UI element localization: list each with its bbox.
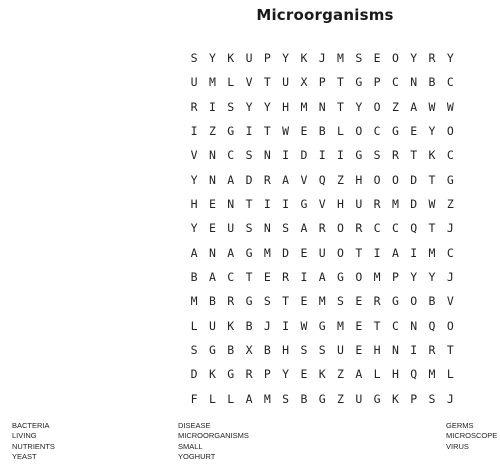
grid-letter: O — [391, 51, 399, 65]
grid-letter: D — [300, 148, 308, 163]
grid-letter: Y — [428, 123, 436, 138]
grid-letter: U — [337, 342, 344, 357]
grid-letter: V — [300, 172, 308, 187]
grid-letter: V — [190, 148, 198, 163]
grid-letter: B — [428, 75, 436, 90]
grid-letter: I — [337, 148, 344, 163]
grid-letter: Y — [263, 99, 271, 114]
grid-letter: P — [263, 51, 271, 65]
grid-letter: O — [355, 123, 363, 138]
grid-letter: P — [410, 391, 418, 406]
grid-letter: N — [208, 245, 216, 260]
grid-letter: G — [373, 391, 381, 406]
grid-letter: M — [428, 245, 436, 260]
grid-letter: U — [355, 196, 363, 211]
word-list-item: GERMS — [446, 421, 474, 430]
grid-letter: I — [208, 99, 216, 114]
grid-letter: G — [227, 123, 235, 138]
grid-letter: O — [337, 221, 344, 236]
grid-letter: M — [263, 391, 271, 406]
grid-letter: E — [263, 269, 271, 284]
grid-letter: H — [337, 196, 344, 211]
grid-letter: T — [410, 148, 418, 163]
grid-letter: J — [446, 269, 454, 284]
grid-letter: S — [355, 51, 363, 65]
grid-letter: R — [318, 221, 326, 236]
grid-letter: A — [355, 367, 363, 382]
grid-letter: T — [373, 318, 381, 333]
grid-letter: B — [190, 269, 198, 284]
grid-letter: J — [446, 221, 454, 236]
grid-letter: L — [373, 367, 381, 382]
grid-letter: T — [282, 294, 290, 309]
grid-letter: R — [373, 196, 381, 211]
grid-letter: M — [373, 269, 381, 284]
grid-letter: G — [337, 269, 344, 284]
grid-letter: G — [391, 294, 399, 309]
word-list-column-3 — [446, 421, 497, 452]
grid-letter: R — [428, 51, 436, 65]
grid-letter: T — [245, 269, 253, 284]
grid-letter: L — [337, 123, 344, 138]
grid-letter: G — [318, 318, 326, 333]
grid-letter: Y — [190, 221, 198, 236]
grid-letter: W — [428, 99, 436, 114]
word-list-item: MICROSCOPE — [446, 431, 498, 441]
grid-letter: U — [190, 75, 198, 90]
grid-letter: C — [446, 75, 454, 90]
grid-letter: G — [300, 196, 308, 211]
grid-letter: K — [391, 391, 399, 406]
grid-letter: A — [391, 245, 399, 260]
grid-letter: O — [337, 245, 344, 260]
grid-letter: Z — [337, 391, 344, 406]
grid-letter: N — [263, 221, 271, 236]
grid-letter: S — [318, 342, 326, 357]
grid-letter: Y — [190, 172, 198, 187]
grid-letter: K — [208, 367, 216, 382]
grid-letter: E — [410, 123, 418, 138]
grid-letter: U — [355, 391, 363, 406]
grid-letter: M — [208, 75, 216, 90]
grid-letter: C — [373, 123, 381, 138]
grid-letter: M — [300, 99, 308, 114]
grid-letter: E — [300, 367, 308, 382]
grid-letter: R — [355, 221, 363, 236]
grid-letter: Y — [428, 269, 436, 284]
grid-letter: B — [263, 342, 271, 357]
grid-letter: N — [208, 172, 216, 187]
grid-letter: R — [428, 342, 436, 357]
word-list-item: DISEASE — [178, 421, 211, 430]
grid-letter: N — [391, 342, 399, 357]
grid-letter: Y — [410, 51, 418, 65]
grid-letter: B — [208, 294, 216, 309]
grid-letter: E — [355, 342, 363, 357]
word-list-item: VIRUS — [446, 441, 469, 451]
grid-letter: M — [428, 367, 436, 382]
grid-letter: D — [410, 172, 418, 187]
grid-letter: Z — [208, 123, 216, 138]
grid-letter: H — [373, 342, 381, 357]
grid-letter: O — [373, 172, 381, 187]
grid-letter: O — [373, 99, 381, 114]
grid-letter: D — [410, 196, 418, 211]
grid-letter: V — [245, 75, 253, 90]
grid-letter: O — [355, 269, 363, 284]
grid-letter: U — [208, 318, 216, 333]
grid-letter: A — [208, 269, 216, 284]
grid-letter: H — [355, 172, 363, 187]
word-list-item: LIVING — [12, 431, 37, 441]
grid-letter: T — [245, 196, 253, 211]
grid-letter: N — [263, 148, 271, 163]
grid-letter: O — [446, 318, 454, 333]
grid-letter: T — [355, 245, 363, 260]
grid-letter: N — [208, 148, 216, 163]
grid-letter: R — [227, 294, 235, 309]
grid-letter: A — [282, 172, 290, 187]
grid-letter: G — [355, 75, 363, 90]
grid-letter: X — [300, 75, 308, 90]
grid-letter: S — [373, 148, 381, 163]
grid-letter: T — [263, 123, 271, 138]
grid-letter: S — [300, 342, 308, 357]
grid-letter: W — [282, 123, 290, 138]
grid-letter: T — [263, 75, 271, 90]
grid-letter: M — [337, 51, 344, 65]
word-list-item: YOGHURT — [178, 451, 216, 461]
puzzle-title: Microorganisms — [256, 6, 394, 24]
grid-letter: Y — [208, 51, 216, 65]
grid-letter: P — [263, 367, 271, 382]
word-list-item: BACTERIA — [12, 421, 50, 430]
grid-letter: C — [391, 318, 399, 333]
grid-letter: U — [282, 75, 290, 90]
grid-letter: M — [263, 245, 271, 260]
grid-letter: Y — [446, 51, 454, 65]
grid-letter: Z — [446, 196, 454, 211]
grid-letter: A — [318, 269, 326, 284]
word-list-item: SMALL — [178, 441, 203, 451]
grid-letter: E — [300, 123, 308, 138]
grid-letter: D — [245, 172, 253, 187]
grid-letter: Y — [282, 51, 290, 65]
grid-letter: H — [282, 342, 290, 357]
grid-letter: K — [300, 51, 308, 65]
grid-letter: S — [227, 99, 235, 114]
grid-letter: M — [190, 294, 198, 309]
grid-letter: C — [227, 269, 235, 284]
grid-letter: C — [446, 245, 454, 260]
grid-letter: A — [410, 99, 418, 114]
grid-letter: N — [410, 75, 418, 90]
word-list-item: MICROORGANISMS — [178, 431, 249, 441]
grid-letter: Z — [391, 99, 399, 114]
grid-letter: T — [428, 221, 436, 236]
grid-letter: G — [208, 342, 216, 357]
grid-letter: Y — [245, 99, 253, 114]
grid-letter: F — [190, 391, 198, 406]
grid-letter: J — [318, 51, 326, 65]
grid-letter: E — [373, 51, 381, 65]
grid-letter: R — [263, 172, 271, 187]
grid-letter: C — [227, 148, 235, 163]
grid-letter: O — [410, 294, 418, 309]
grid-letter: R — [373, 294, 381, 309]
grid-letter: S — [190, 342, 198, 357]
grid-letter: Q — [318, 172, 326, 187]
grid-letter: K — [227, 51, 235, 65]
grid-letter: G — [355, 148, 363, 163]
grid-letter: Z — [337, 172, 344, 187]
grid-letter: K — [227, 318, 235, 333]
grid-letter: R — [190, 99, 198, 114]
grid-letter: B — [227, 342, 235, 357]
grid-letter: D — [282, 245, 290, 260]
grid-letter: R — [391, 148, 399, 163]
grid-letter: N — [227, 196, 235, 211]
grid-letter: E — [355, 294, 363, 309]
word-list-item: YEAST — [12, 451, 37, 461]
grid-letter: A — [300, 221, 308, 236]
grid-letter: M — [391, 196, 399, 211]
grid-letter: S — [263, 294, 271, 309]
grid-letter: O — [446, 123, 454, 138]
grid-letter: G — [227, 367, 235, 382]
grid-letter: H — [391, 367, 399, 382]
word-list-column-2 — [178, 421, 249, 462]
grid-letter: S — [337, 294, 344, 309]
grid-letter: T — [337, 75, 344, 90]
word-list-item: NUTRIENTS — [12, 441, 55, 451]
grid-letter: R — [245, 367, 253, 382]
grid-letter: I — [300, 269, 308, 284]
grid-letter: G — [446, 172, 454, 187]
grid-letter: P — [391, 269, 399, 284]
grid-letter: D — [190, 367, 198, 382]
grid-letter: Q — [428, 318, 436, 333]
grid-letter: T — [337, 99, 344, 114]
grid-letter: C — [446, 148, 454, 163]
grid-letter: B — [300, 391, 308, 406]
grid-letter: G — [391, 123, 399, 138]
grid-letter: E — [355, 318, 363, 333]
grid-letter: C — [391, 221, 399, 236]
grid-letter: W — [300, 318, 308, 333]
word-list-column-1 — [12, 421, 55, 462]
grid-letter: I — [190, 123, 198, 138]
grid-letter: B — [245, 318, 253, 333]
grid-letter: S — [190, 51, 198, 65]
grid-letter: N — [410, 318, 418, 333]
grid-letter: T — [446, 342, 454, 357]
grid-letter: G — [245, 245, 253, 260]
grid-letter: L — [208, 391, 216, 406]
grid-letter: U — [318, 245, 326, 260]
grid-letter: A — [227, 172, 235, 187]
grid-letter: H — [282, 99, 290, 114]
grid-letter: V — [446, 294, 454, 309]
grid-letter: W — [446, 99, 454, 114]
grid-letter: Y — [410, 269, 418, 284]
grid-letter: E — [208, 221, 216, 236]
grid-letter: S — [245, 148, 253, 163]
grid-letter: I — [245, 123, 253, 138]
letter-grid — [185, 46, 459, 411]
grid-letter: Z — [337, 367, 344, 382]
grid-letter: I — [282, 196, 290, 211]
grid-letter: M — [318, 294, 326, 309]
grid-letter: M — [337, 318, 344, 333]
grid-letter: B — [428, 294, 436, 309]
grid-letter: N — [318, 99, 326, 114]
grid-letter: L — [446, 367, 454, 382]
grid-letter: A — [227, 245, 235, 260]
grid-letter: I — [373, 245, 381, 260]
grid-letter: C — [373, 221, 381, 236]
grid-letter: I — [263, 196, 271, 211]
grid-letter: Q — [410, 221, 418, 236]
grid-letter: X — [245, 342, 253, 357]
grid-letter: J — [263, 318, 271, 333]
grid-letter: J — [446, 391, 454, 406]
grid-letter: I — [282, 318, 290, 333]
grid-letter: E — [300, 245, 308, 260]
grid-letter: Q — [410, 367, 418, 382]
grid-letter: S — [282, 391, 290, 406]
grid-letter: R — [282, 269, 290, 284]
grid-letter: Y — [282, 367, 290, 382]
grid-letter: U — [245, 51, 253, 65]
grid-letter: E — [208, 196, 216, 211]
grid-letter: S — [245, 221, 253, 236]
grid-letter: V — [318, 196, 326, 211]
grid-letter: I — [410, 245, 418, 260]
grid-letter: H — [190, 196, 198, 211]
grid-letter: I — [410, 342, 418, 357]
grid-letter: U — [227, 221, 235, 236]
grid-letter: S — [282, 221, 290, 236]
grid-letter: S — [428, 391, 436, 406]
grid-letter: A — [245, 391, 253, 406]
grid-letter: Y — [355, 99, 363, 114]
grid-letter: L — [227, 391, 235, 406]
grid-letter: I — [318, 148, 326, 163]
grid-letter: P — [373, 75, 381, 90]
grid-letter: G — [318, 391, 326, 406]
grid-letter: E — [300, 294, 308, 309]
grid-letter: B — [318, 123, 326, 138]
grid-letter: G — [245, 294, 253, 309]
grid-letter: O — [391, 172, 399, 187]
grid-letter: K — [318, 367, 326, 382]
grid-letter: W — [428, 196, 436, 211]
grid-letter: L — [190, 318, 198, 333]
grid-letter: A — [190, 245, 198, 260]
grid-letter: L — [227, 75, 235, 90]
grid-letter: K — [428, 148, 436, 163]
grid-letter: C — [391, 75, 399, 90]
grid-letter: I — [282, 148, 290, 163]
grid-letter: T — [428, 172, 436, 187]
grid-letter: P — [318, 75, 326, 90]
